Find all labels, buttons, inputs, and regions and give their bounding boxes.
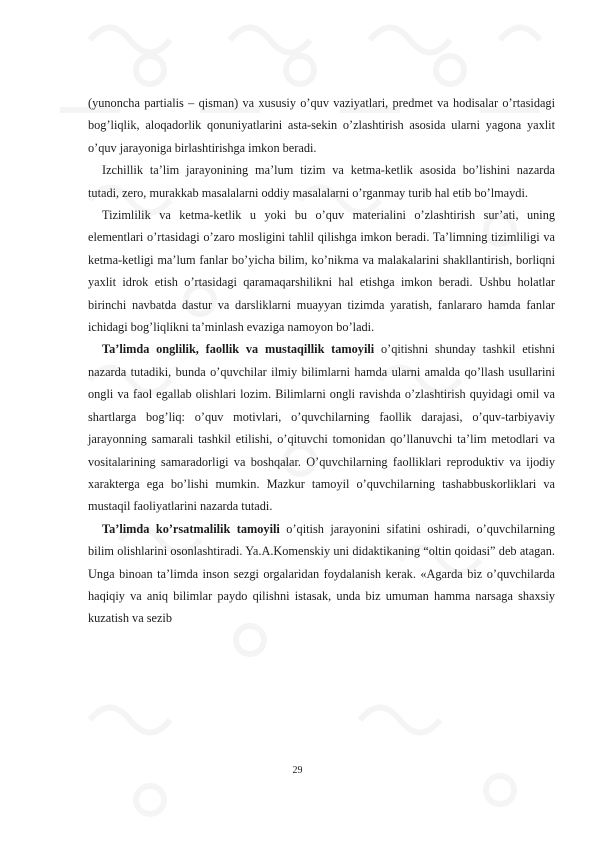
paragraph-5-text: o’qitish jarayonini sifatini oshiradi, o’quvchilarning bilim olishlarini osonlashtiradi. Ya.A.Komenskiy uni didaktikaning “oltin qoidasi” deb atagan. Unga binoan ta’limda inson sezgi orgalaridan foydalanish kerak. «Agarda biz o’quvchilarda haqiqiy va aniq bilimlar paydo qilishni istasak, unda biz umuman hamma narsaga shaxsiy kuzatish va sezib: [88, 521, 556, 626]
paragraph-1-text: (yunoncha partialis – qisman) va xususiy o’quv vaziyatlari, predmet va hodisalar o’rtasidagi bog’liqlik, aloqadorlik qonuniyatlarini asta-sekin o’zlashtirish asosida ularni yagona yaxlit o’quv jarayoniga birlashtirishga imkon beradi.: [88, 96, 555, 155]
paragraph-5-lead: Ta’limda ko’rsatmalilik tamoyili: [102, 521, 280, 536]
paragraph-4: [88, 338, 555, 517]
paragraph-1: [88, 92, 555, 159]
paragraph-3: [88, 204, 555, 338]
paragraph-4-lead: Ta’limda onglilik, faollik va mustaqillik tamoyili: [102, 342, 375, 357]
paragraph-3-text: Tizimlilik va ketma-ketlik u yoki bu o’quv materialini o’zlashtirish sur’ati, uning elementlari o’rtasidagi o’zaro mosligini tahlil qilishga imkon beradi. Ta’limning tizimliligi va ketma-ketligi ma’lum fanlar bo’yicha bilim, ko’nikma va malakalarini shakllantirish, borliqni yaxlit idrok etish o’rtasidagi qaramaqarshilikni hal etishga imkon beradi. Ushbu holatlar birinchi navbatda dastur va darsliklarni muayyan tizimda yaratish, fanlararo hamda fanlar ichidagi bog’liqlikni ta’minlash evaziga namoyon bo’ladi.: [88, 208, 555, 335]
page-number: 29: [292, 765, 303, 776]
paragraph-5: [88, 518, 555, 630]
paragraph-2-text: Izchillik ta’lim jarayonining ma’lum tizim va ketma-ketlik asosida bo’lishini nazarda tutadi, zero, murakkab masalalarni oddiy masalalarni o’rganmay turib hal etib bo’lmaydi.: [88, 163, 555, 200]
document-body: [88, 92, 555, 630]
paragraph-2: [88, 159, 555, 204]
paragraph-4-text: o’qitishni shunday tashkil etishni nazarda tutadiki, bunda o’quvchilar ilmiy bilimlarni hamda ularni amalda qo’llash usullarini ongli va faol egallab olishlari lozim. Bilimlarni ongli ravishda o’zlashtirish quyidagi omil va shartlarga bog’liq: o’quv motivlari, o’quvchilarning faollik darajasi, o’quv-tarbiyaviy jarayonning samarali tashkil etilishi, o’qituvchi tomonidan qo’llanuvchi ta’lim metodlari va vositalarining samaradorligi va boshqalar. O’quvchilarning faolliklari reproduktiv va ijodiy xarakterga ega bo’lishi mumkin. Mazkur tamoyil o’quvchilarning tashabbuskorliklari va mustaqil faoliyatlarini nazarda tutadi.: [88, 342, 555, 514]
